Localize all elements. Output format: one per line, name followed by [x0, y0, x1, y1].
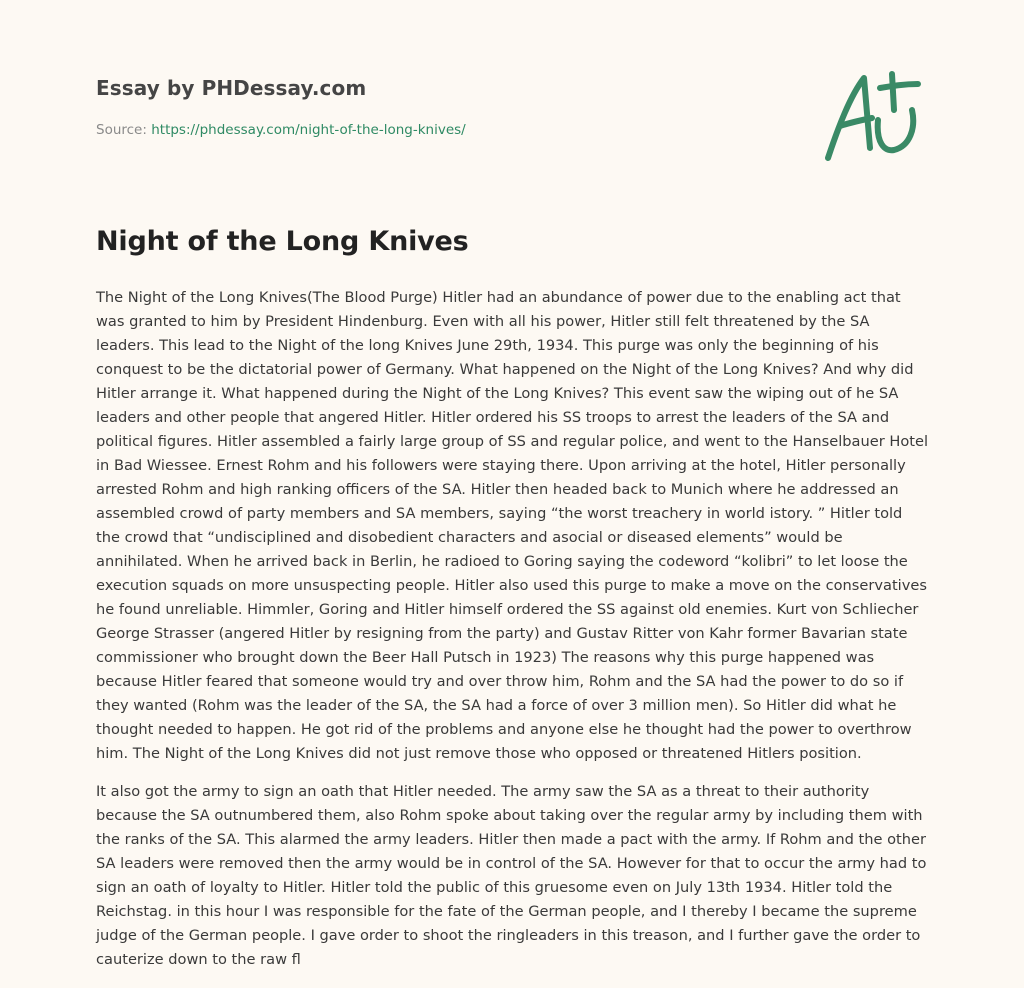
source-line — [96, 122, 796, 138]
essay-paragraph: The Night of the Long Knives(The Blood Purge) Hitler had an abundance of power due to the enabling act that was granted to him by President Hindenburg. Even with all his power, Hitler still felt threatened by the SA leaders. This lead to the Night of the long Knives June 29th, 1934. This purge was only the beginning of his conquest to be the dictatorial power of Germany. What happened on the Night of the Long Knives? And why did Hitler arrange it. What happened during the Night of the Long Knives? This event saw the wiping out of he SA leaders and other people that angered Hitler. Hitler ordered his SS troops to arrest the leaders of the SA and political figures. Hitler assembled a fairly large group of SS and regular police, and went to the Hanselbauer Hotel in Bad Wiessee. Ernest Rohm and his followers were staying there. Upon arriving at the hotel, Hitler personally arrested Rohm and high ranking officers of the SA. Hitler then headed back to Munich where he addressed an assembled crowd of party members and SA members, saying “the worst treachery in world istory. ” Hitler told the crowd that “undisciplined and disobedient characters and asocial or diseased elements” would be annihilated. When he arrived back in Berlin, he radioed to Goring saying the codeword “kolibri” to let loose the execution squads on more unsuspecting people. Hitler also used this purge to make a move on the conservatives he found unreliable. Himmler, Goring and Hitler himself ordered the SS against old enemies. Kurt von Schliecher George Strasser (angered Hitler by resigning from the party) and Gustav Ritter von Kahr former Bavarian state commissioner who brought down the Beer Hall Putsch in 1923) The reasons why this purge happened was because Hitler feared that someone would try and over throw him, Rohm and the SA had the power to do so if they wanted (Rohm was the leader of the SA, the SA had a force of over 3 million men). So Hitler did what he thought needed to happen. He got rid of the problems and anyone else he thought had the power to overthrow him. The Night of the Long Knives did not just remove those who opposed or threatened Hitlers position. — [96, 289, 929, 762]
essay-title: Night of the Long Knives — [96, 226, 469, 257]
brand-title: Essay by PHDessay.com — [96, 76, 367, 100]
essay-paragraph: It also got the army to sign an oath that Hitler needed. The army saw the SA as a threat to their authority because the SA outnumbered them, also Rohm spoke about taking over the regular army by including them with the ranks of the SA. This alarmed the army leaders. Hitler then made a pact with the army. If Rohm and the other SA leaders were removed then the army would be in control of the SA. However for that to occur the army had to sign an oath of loyalty to Hitler. Hitler told the public of this gruesome even on July 13th 1934. Hitler told the Reichstag. in this hour I was responsible for the fate of the German people, and I thereby I became the supreme judge of the German people. I gave order to shoot the ringleaders in this treason, and I further gave the order to cauterize down to the raw fl — [96, 783, 927, 968]
source-label: Source: — [96, 122, 152, 138]
a-plus-logo-icon — [820, 66, 930, 166]
page-header — [96, 76, 796, 138]
source-link[interactable]: https://phdessay.com/night-of-the-long-knives/ — [151, 122, 466, 138]
essay-body — [96, 286, 930, 986]
